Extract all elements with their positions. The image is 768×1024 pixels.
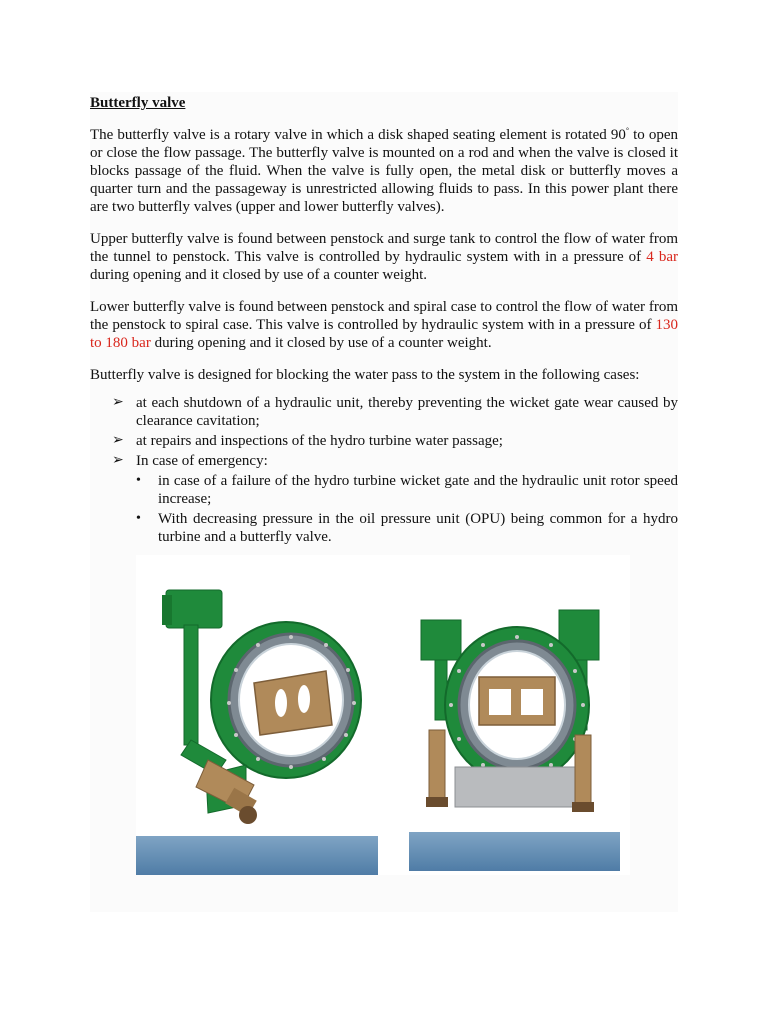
paragraph-upper-text-a: Upper butterfly valve is found between penstock and surge tank to control the flow of water from the tunnel to penstock. This valve is controlled by hydraulic system with in a pressure of xyxy=(90,231,678,265)
upper-butterfly-valve-image xyxy=(136,575,376,845)
emergency-sublist xyxy=(136,472,678,546)
caption-bar-right xyxy=(409,832,620,871)
degree-superscript: ° xyxy=(625,126,630,135)
paragraph-cases-intro: Butterfly valve is designed for blocking the water pass to the system in the following cases: xyxy=(90,367,640,383)
list-item-text: at repairs and inspections of the hydro turbine water passage; xyxy=(136,433,503,449)
sublist-item-text: With decreasing pressure in the oil pressure unit (OPU) being common for a hydro turbine and a butterfly valve. xyxy=(158,511,678,545)
paragraph-upper-text-b: during opening and it closed by use of a counter weight. xyxy=(90,267,428,283)
dot-bullet-icon: • xyxy=(136,473,141,488)
paragraph-intro-text-a: The butterfly valve is a rotary valve in which a disk shaped seating element is rotated 90 xyxy=(90,127,626,143)
pressure-highlight-upper: 4 bar xyxy=(646,249,678,265)
cases-list xyxy=(90,394,678,546)
list-item xyxy=(90,394,678,430)
paragraph-intro xyxy=(90,126,678,216)
paragraph-lower-text-a: Lower butterfly valve is found between penstock and spiral case to control the flow of water from the penstock to spiral case. This valve is controlled by hydraulic system with in a pressure of xyxy=(90,299,678,333)
paragraph-upper-valve xyxy=(90,230,678,284)
document-text xyxy=(90,92,678,548)
sublist-item-text: in case of a failure of the hydro turbine wicket gate and the hydraulic unit rotor speed increase; xyxy=(158,473,678,507)
dot-bullet-icon: • xyxy=(136,511,141,526)
section-heading: Butterfly valve xyxy=(90,95,186,111)
paragraph-intro-text-b: to open or close the flow passage. The butterfly valve is mounted on a rod and when the valve is closed it blocks passage of the fluid. When the valve is fully open, the metal disk or butterfly moves a quarter turn and the passageway is unrestricted allowing fluids to pass. In this power plant there are two butterfly valves (upper and lower butterfly valves). xyxy=(90,127,679,215)
paragraph-lower-text-b: during opening and it closed by use of a counter weight. xyxy=(150,335,492,351)
paragraph-lower-valve xyxy=(90,298,678,352)
pressure-highlight-lower: 130 to 180 bar xyxy=(90,317,678,351)
sublist-item xyxy=(136,510,678,546)
arrow-bullet-icon: ➢ xyxy=(112,433,124,448)
list-item-text: In case of emergency: xyxy=(136,453,268,469)
caption-bar-left xyxy=(136,836,378,875)
sublist-item xyxy=(136,472,678,508)
list-item xyxy=(90,432,678,450)
lower-butterfly-valve-image xyxy=(409,585,629,855)
list-item xyxy=(90,452,678,546)
list-item-text: at each shutdown of a hydraulic unit, thereby preventing the wicket gate wear caused by clearance cavitation; xyxy=(136,395,678,429)
arrow-bullet-icon: ➢ xyxy=(112,453,124,468)
valve-illustrations xyxy=(136,555,630,875)
arrow-bullet-icon: ➢ xyxy=(112,395,124,410)
